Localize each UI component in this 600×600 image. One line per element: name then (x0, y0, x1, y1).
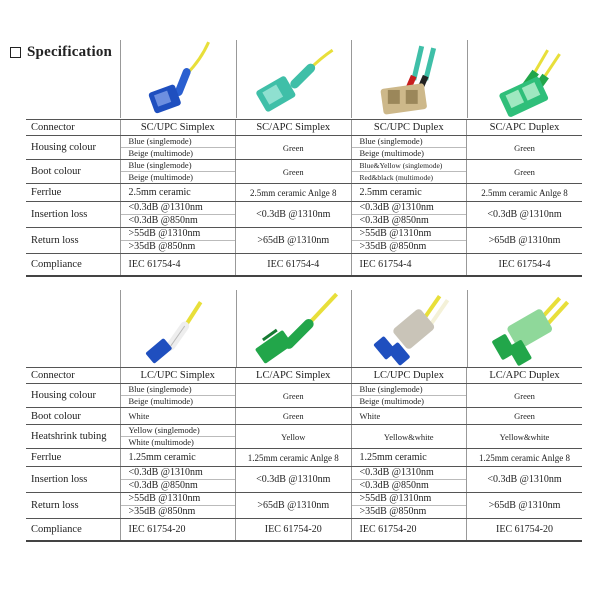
cell-value: Blue (singlemode) (128, 136, 192, 146)
cell-value: >55dB @1310nm (128, 228, 201, 239)
cell-value: IEC 61754-4 (467, 254, 583, 276)
table-row (26, 493, 582, 519)
cell-value: 2.5mm ceramic (120, 184, 236, 202)
table-cell (351, 136, 467, 160)
sc-connector-photos (120, 40, 582, 118)
sc-spec-table (26, 119, 582, 277)
cell-value: <0.3dB @850nm (352, 479, 467, 492)
cell-value: Blue (singlemode) (128, 384, 192, 394)
column-header: LC/APC Duplex (467, 368, 583, 384)
cell-value: Beige (multimode) (121, 171, 236, 183)
cell-value: Green (236, 136, 352, 160)
table-cell (120, 493, 236, 519)
cell-value: <0.3dB @1310nm (128, 202, 203, 213)
sc-apc-simplex-connector-icon (237, 40, 352, 118)
cell-value: IEC 61754-20 (120, 519, 236, 541)
cell-value: IEC 61754-20 (236, 519, 352, 541)
cell-value: Green (467, 384, 583, 408)
table-row (26, 184, 582, 202)
table-row (26, 160, 582, 184)
cell-value: Blue (singlemode) (359, 136, 423, 146)
cell-value: Yellow (236, 425, 352, 449)
table-cell (120, 160, 236, 184)
cell-value: IEC 61754-4 (236, 254, 352, 276)
cell-value: >65dB @1310nm (236, 493, 352, 519)
cell-value: <0.3dB @1310nm (359, 202, 434, 213)
cell-value: White (120, 408, 236, 425)
table-row (26, 228, 582, 254)
row-label: Boot colour (26, 408, 120, 425)
table-row (26, 449, 582, 467)
cell-value: IEC 61754-4 (351, 254, 467, 276)
table-cell (351, 228, 467, 254)
section-title-text: Specification (27, 44, 113, 60)
cell-value: >35dB @850nm (121, 240, 236, 253)
lc-upc-duplex-photo (351, 290, 467, 368)
sc-upc-duplex-photo (351, 40, 467, 118)
cell-value: Green (236, 160, 352, 184)
cell-value: Yellow&white (351, 425, 467, 449)
sc-apc-simplex-photo (236, 40, 352, 118)
row-label: Housing colour (26, 136, 120, 160)
lc-apc-simplex-photo (236, 290, 352, 368)
lc-apc-duplex-connector-icon (468, 290, 583, 368)
cell-value: <0.3dB @1310nm (467, 467, 583, 493)
cell-value: White (multimode) (121, 436, 236, 448)
cell-value: Blue (singlemode) (128, 160, 192, 170)
table-row (26, 425, 582, 449)
cell-value: <0.3dB @1310nm (359, 467, 434, 478)
column-header: SC/UPC Simplex (120, 120, 236, 136)
lc-upc-simplex-photo (120, 290, 236, 368)
table-cell (351, 384, 467, 408)
sc-apc-duplex-connector-icon (468, 40, 583, 118)
checkbox-icon (10, 47, 21, 58)
lc-spec-table (26, 367, 582, 542)
table-cell (351, 202, 467, 228)
cell-value: Yellow (singlemode) (128, 425, 200, 435)
cell-value: 1.25mm ceramic Anlge 8 (467, 449, 583, 467)
row-label: Insertion loss (26, 467, 120, 493)
table-row (26, 408, 582, 425)
cell-value: Green (467, 160, 583, 184)
sc-upc-simplex-photo (120, 40, 236, 118)
table-row (26, 120, 582, 136)
table-cell (120, 425, 236, 449)
row-label: Return loss (26, 493, 120, 519)
cell-value: Beige (multimode) (121, 395, 236, 407)
row-label: Housing colour (26, 384, 120, 408)
row-label: Compliance (26, 519, 120, 541)
table-cell (351, 467, 467, 493)
row-label: Connector (26, 120, 120, 136)
cell-value: >35dB @850nm (121, 505, 236, 518)
lc-apc-simplex-connector-icon (237, 290, 352, 368)
sc-upc-simplex-connector-icon (121, 40, 236, 118)
row-label: Connector (26, 368, 120, 384)
table-cell (120, 384, 236, 408)
cell-value: IEC 61754-20 (467, 519, 583, 541)
table-cell (351, 493, 467, 519)
cell-value: <0.3dB @1310nm (236, 467, 352, 493)
table-row (26, 519, 582, 541)
cell-value: IEC 61754-4 (120, 254, 236, 276)
cell-value: >35dB @850nm (352, 240, 467, 253)
column-header: LC/UPC Simplex (120, 368, 236, 384)
cell-value: Yellow&white (467, 425, 583, 449)
cell-value: >35dB @850nm (352, 505, 467, 518)
section-title (10, 44, 112, 61)
table-cell (351, 160, 467, 184)
column-header: SC/APC Duplex (467, 120, 583, 136)
column-header: SC/UPC Duplex (351, 120, 467, 136)
table-cell (120, 136, 236, 160)
row-label: Boot colour (26, 160, 120, 184)
cell-value: Blue (singlemode) (359, 384, 423, 394)
cell-value: <0.3dB @1310nm (467, 202, 583, 228)
row-label: Heatshrink tubing (26, 425, 120, 449)
table-cell (120, 202, 236, 228)
sc-apc-duplex-photo (467, 40, 583, 118)
cell-value: 1.25mm ceramic (120, 449, 236, 467)
lc-upc-duplex-connector-icon (352, 290, 467, 368)
cell-value: Beige (multimode) (121, 147, 236, 159)
cell-value: 1.25mm ceramic (351, 449, 467, 467)
row-label: Insertion loss (26, 202, 120, 228)
column-header: LC/APC Simplex (236, 368, 352, 384)
cell-value: Blue&Yellow (singlemode) (359, 161, 443, 170)
table-row (26, 202, 582, 228)
cell-value: 2.5mm ceramic Anlge 8 (236, 184, 352, 202)
lc-upc-simplex-connector-icon (121, 290, 236, 368)
table-cell (120, 467, 236, 493)
cell-value: 2.5mm ceramic (351, 184, 467, 202)
cell-value: >65dB @1310nm (467, 228, 583, 254)
cell-value: 1.25mm ceramic Anlge 8 (236, 449, 352, 467)
cell-value: <0.3dB @1310nm (128, 467, 203, 478)
table-row (26, 136, 582, 160)
cell-value: Red&black (multimode) (352, 171, 467, 183)
sc-upc-duplex-connector-icon (352, 40, 467, 118)
cell-value: Green (236, 384, 352, 408)
lc-apc-duplex-photo (467, 290, 583, 368)
table-row (26, 467, 582, 493)
row-label: Ferrlue (26, 184, 120, 202)
cell-value: Beige (multimode) (352, 147, 467, 159)
table-row (26, 368, 582, 384)
cell-value: <0.3dB @850nm (121, 214, 236, 227)
lc-connector-photos (120, 290, 582, 368)
cell-value: >65dB @1310nm (236, 228, 352, 254)
cell-value: Green (236, 408, 352, 425)
cell-value: IEC 61754-20 (351, 519, 467, 541)
cell-value: >55dB @1310nm (359, 493, 432, 504)
cell-value: <0.3dB @850nm (352, 214, 467, 227)
cell-value: Green (467, 408, 583, 425)
row-label: Ferrlue (26, 449, 120, 467)
cell-value: <0.3dB @1310nm (236, 202, 352, 228)
column-header: SC/APC Simplex (236, 120, 352, 136)
table-row (26, 254, 582, 276)
row-label: Return loss (26, 228, 120, 254)
cell-value: Green (467, 136, 583, 160)
table-row (26, 384, 582, 408)
cell-value: >55dB @1310nm (128, 493, 201, 504)
cell-value: 2.5mm ceramic Anlge 8 (467, 184, 583, 202)
cell-value: White (351, 408, 467, 425)
table-cell (120, 228, 236, 254)
cell-value: >65dB @1310nm (467, 493, 583, 519)
cell-value: <0.3dB @850nm (121, 479, 236, 492)
row-label: Compliance (26, 254, 120, 276)
cell-value: Beige (multimode) (352, 395, 467, 407)
column-header: LC/UPC Duplex (351, 368, 467, 384)
cell-value: >55dB @1310nm (359, 228, 432, 239)
